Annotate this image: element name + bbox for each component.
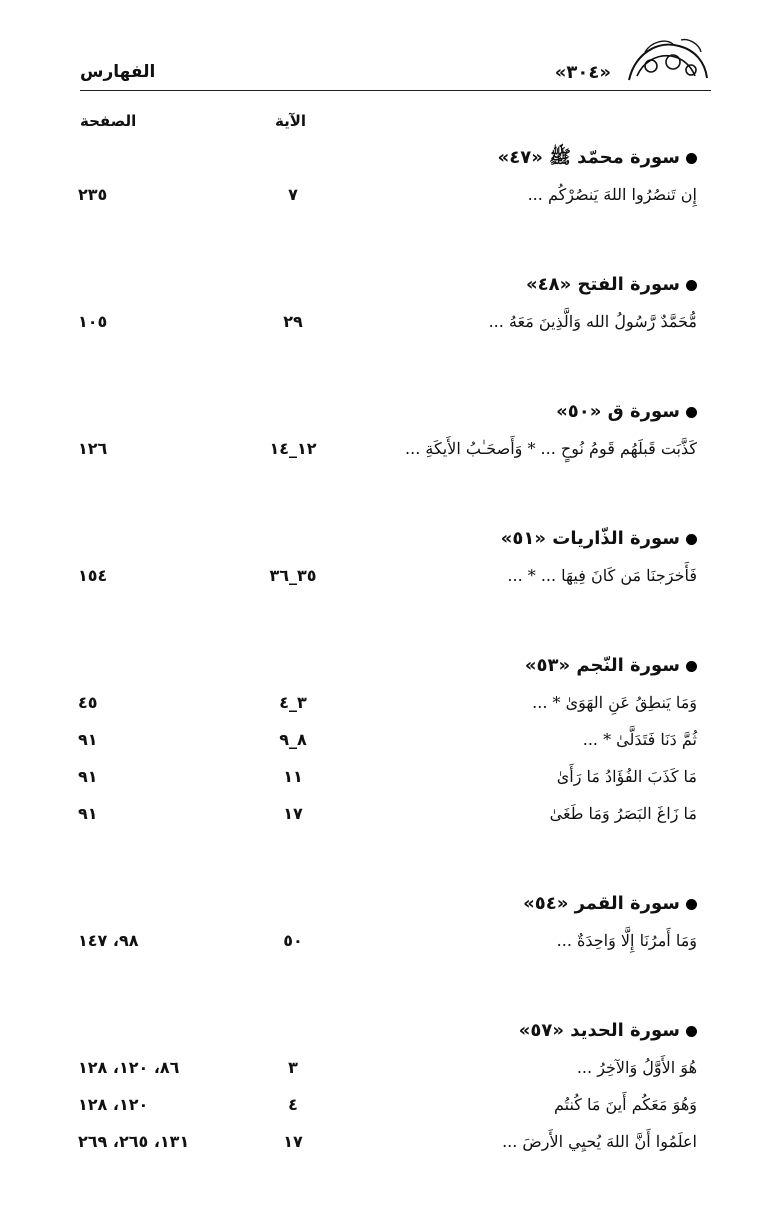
surah-section — [78, 886, 697, 959]
page-reference: ٩١ — [78, 730, 98, 749]
surah-section — [78, 521, 697, 594]
ayah-number: ٤ — [288, 1095, 298, 1114]
index-row — [78, 557, 697, 594]
surah-title — [78, 140, 697, 176]
ayah-number: ١٢_١٤ — [269, 439, 317, 458]
page-reference: ١٣١، ٢٦٥، ٢٦٩ — [78, 1132, 190, 1151]
verse-text: وَمَا يَنطِقُ عَنِ الهَوَىٰ * ... — [532, 693, 697, 712]
ayah-number: ٣_٤ — [279, 693, 307, 712]
ayah-number: ٣٥_٣٦ — [269, 566, 317, 585]
page-reference: ١٥٤ — [78, 566, 108, 585]
ayah-number: ٣ — [288, 1058, 298, 1077]
surah-title — [78, 267, 697, 303]
index-row — [78, 1086, 697, 1123]
bullet-icon — [686, 661, 697, 672]
surah-section — [78, 267, 697, 340]
bullet-icon — [686, 1026, 697, 1037]
page-reference: ٢٣٥ — [78, 185, 108, 204]
index-row — [78, 1049, 697, 1086]
index-row — [78, 430, 697, 467]
bullet-icon — [686, 407, 697, 418]
verse-text: اعلَمُوا أَنَّ اللهَ يُحيِي الأَرضَ ... — [502, 1132, 697, 1151]
page-header — [80, 32, 711, 91]
bullet-icon — [686, 153, 697, 164]
page-reference: ٩١ — [78, 767, 98, 786]
surah-title-text: سورة ق «٥٠» — [556, 401, 680, 422]
verse-text: ثُمَّ دَنَا فَتَدَلَّىٰ * ... — [582, 730, 697, 749]
index-row — [78, 303, 697, 340]
index-row — [78, 795, 697, 832]
surah-title — [78, 394, 697, 430]
surah-title-text: سورة النّجم «٥٣» — [524, 655, 680, 676]
surah-title-text: سورة الفتح «٤٨» — [526, 274, 680, 295]
ayah-number: ١٧ — [283, 804, 303, 823]
page-reference: ٩٨، ١٤٧ — [78, 931, 139, 950]
verse-text: مُّحَمَّدٌ رَّسُولُ الله وَالَّذِينَ مَعَهُ ... — [488, 312, 697, 331]
ayah-number: ١١ — [283, 767, 303, 786]
index-row — [78, 684, 697, 721]
index-row — [78, 1123, 697, 1160]
index-row — [78, 721, 697, 758]
surah-section — [78, 1013, 697, 1160]
verse-text: هُوَ الأَوَّلُ وَالآخِرُ ... — [576, 1058, 697, 1077]
surah-section — [78, 140, 697, 213]
verse-text: مَا كَذَبَ الفُؤَادُ مَا رَأَىٰ — [556, 767, 697, 786]
ayah-number: ٧ — [288, 185, 298, 204]
surah-title — [78, 648, 697, 684]
ornament-icon — [625, 32, 711, 86]
surah-section — [78, 394, 697, 467]
page-reference: ٩١ — [78, 804, 98, 823]
header-title: الفهارس — [80, 62, 156, 82]
surah-title — [78, 1013, 697, 1049]
ayah-number: ١٧ — [283, 1132, 303, 1151]
bullet-icon — [686, 899, 697, 910]
bullet-icon — [686, 534, 697, 545]
column-header-page: الصفحة — [80, 112, 137, 130]
verse-text: كَذَّبَت قَبلَهُم قَومُ نُوحٍ ... * وَأَصحَـٰبُ الأَيكَةِ ... — [405, 439, 697, 458]
index-list — [78, 140, 697, 1214]
surah-title — [78, 886, 697, 922]
verse-text: مَا زَاغَ البَصَرُ وَمَا طَغَىٰ — [549, 804, 697, 823]
verse-text: وَمَا أَمرُنَا إِلَّا وَاحِدَةٌ ... — [556, 931, 697, 950]
index-row — [78, 176, 697, 213]
ayah-number: ٢٩ — [283, 312, 303, 331]
bullet-icon — [686, 280, 697, 291]
page-reference: ٤٥ — [78, 693, 98, 712]
page-reference: ١٠٥ — [78, 312, 108, 331]
surah-title-text: سورة الذّاريات «٥١» — [500, 528, 680, 549]
surah-title-text: سورة محمّد ﷺ «٤٧» — [497, 147, 680, 168]
ayah-number: ٨_٩ — [279, 730, 307, 749]
index-row — [78, 922, 697, 959]
page-reference: ١٢٦ — [78, 439, 108, 458]
surah-title-text: سورة القمر «٥٤» — [523, 893, 680, 914]
page-number: «٣٠٤» — [554, 62, 611, 83]
verse-text: وَهُوَ مَعَكُم أَينَ مَا كُنتُم — [554, 1095, 697, 1114]
page-reference: ١٢٠، ١٢٨ — [78, 1095, 149, 1114]
page-reference: ٨٦، ١٢٠، ١٢٨ — [78, 1058, 180, 1077]
surah-title — [78, 521, 697, 557]
ayah-number: ٥٠ — [283, 931, 303, 950]
index-row — [78, 758, 697, 795]
verse-text: إِن تَنصُرُوا اللهَ يَنصُرْكُم ... — [527, 185, 697, 204]
surah-title-text: سورة الحديد «٥٧» — [518, 1020, 680, 1041]
verse-text: فَأَخرَجنَا مَن كَانَ فِيهَا ... * ... — [507, 566, 697, 585]
column-header-ayah: الآية — [275, 112, 307, 130]
surah-section — [78, 648, 697, 832]
